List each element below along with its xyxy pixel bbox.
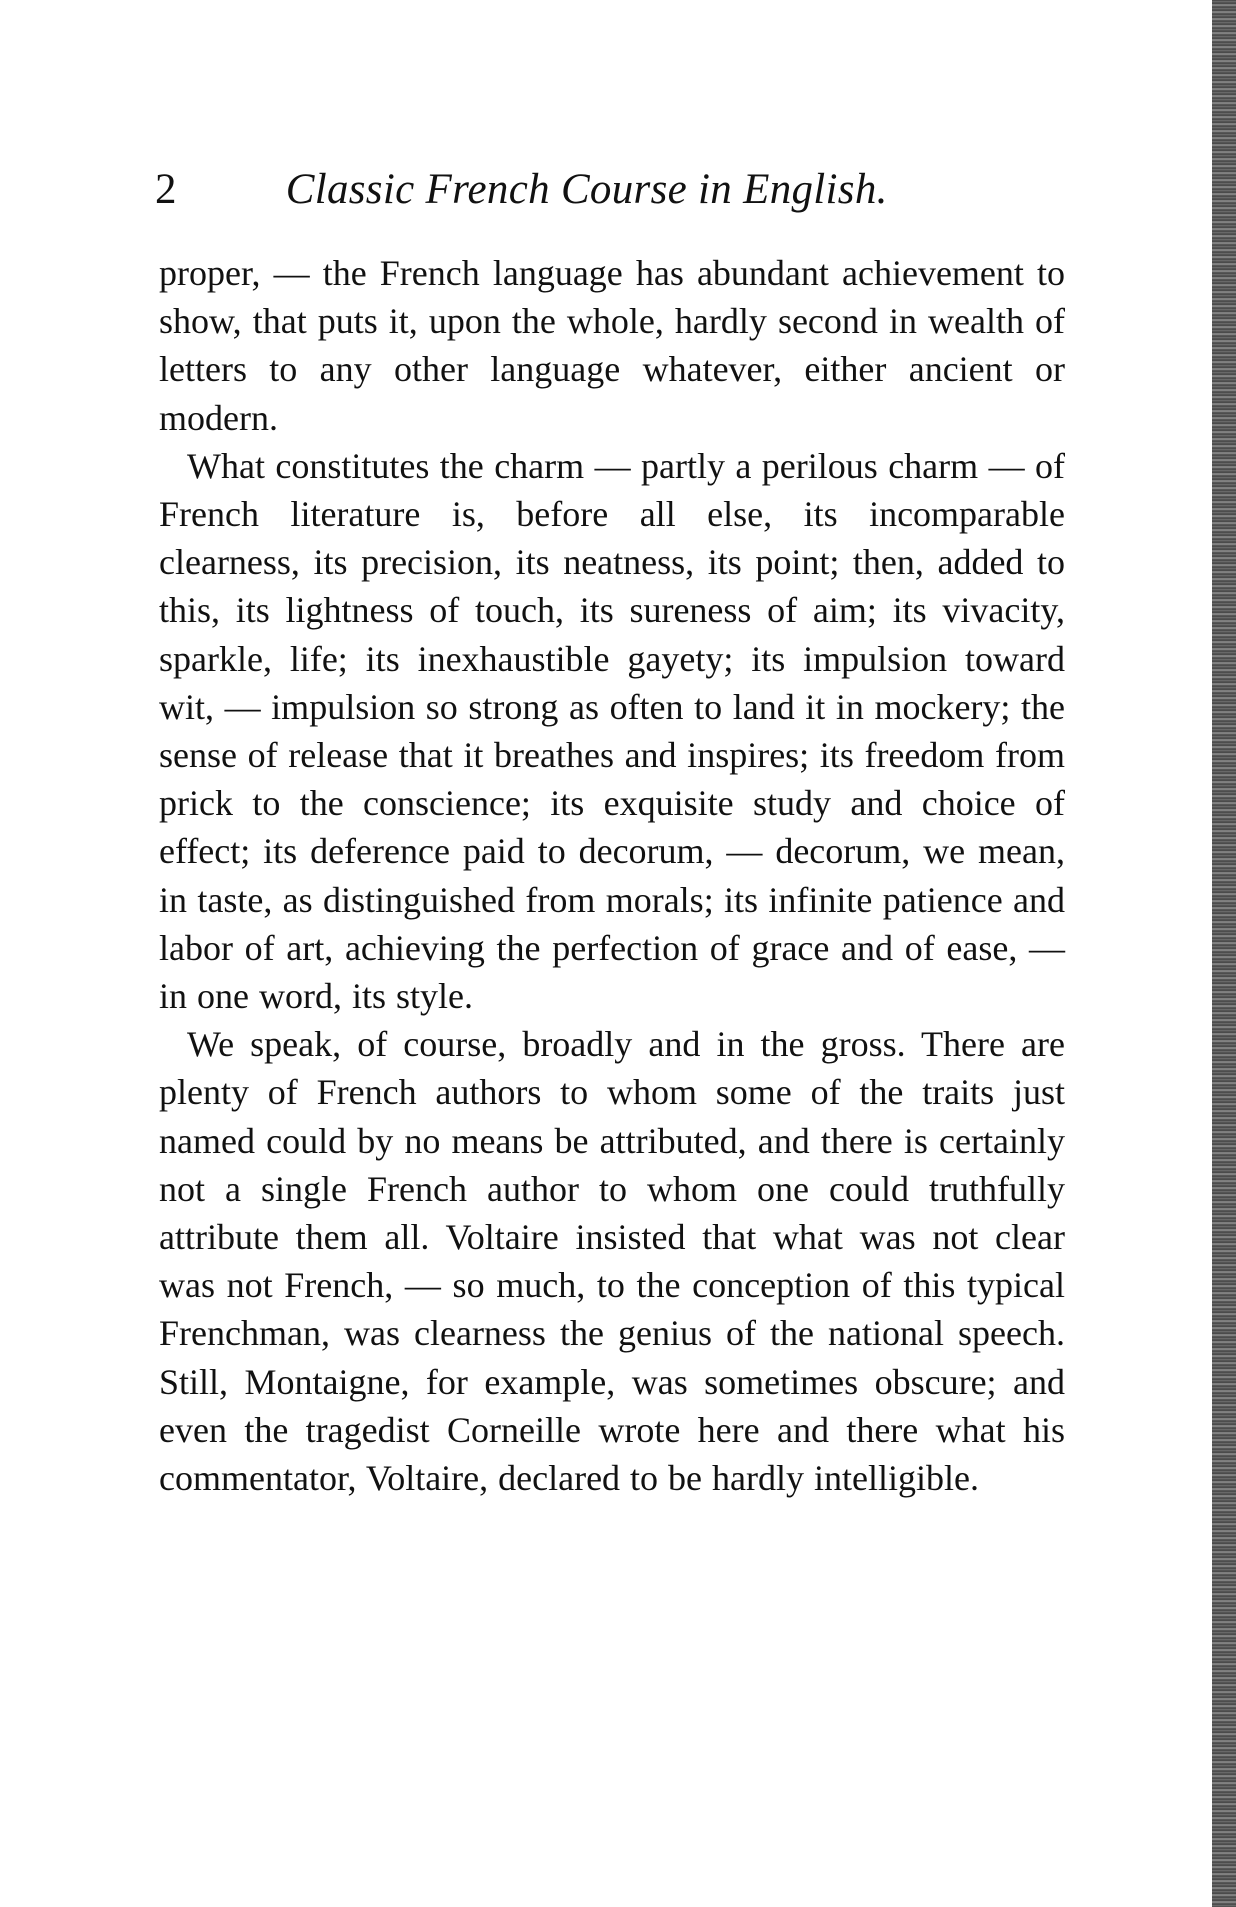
running-title: Classic French Course in English. (285, 166, 888, 213)
paragraph-charm-of-french-literature: What constitutes the charm — partly a perilous charm — of French literature is, before all else, its incomparable clearness, its precision, its neatness, its point; then, added to this, its lightness of touch, its sureness of aim; its vivacity, sparkle, life; its inexhaustible gayety; its impulsion toward wit, — impulsion so strong as often to land it in mockery; the sense of release that it breathes and inspires; its freedom from prick to the conscience; its exquisite study and choice of effect; its deference paid to decorum, — decorum, we mean, in taste, as distinguished from morals; its infinite patience and labor of art, achieving the perfection of grace and of ease, — in one word, its style. (159, 445, 1065, 1017)
page-spine-shadow (1212, 0, 1236, 1907)
running-header (155, 160, 1075, 220)
paragraph-continuation: proper, — the French language has abundant achievement to show, that puts it, upon the whole, hardly second in wealth of letters to any other language whatever, either ancient or modern. (159, 253, 1065, 438)
body-text (159, 249, 1065, 1502)
paragraph-broad-generalization: We speak, of course, broadly and in the gross. There are plenty of French authors to whom some of the traits just named could by no means be attributed, and there is certainly not a single French author to whom one could truthfully attribute them all. Voltaire insisted that what was not clear was not French, — so much, to the conception of this typical Frenchman, was clearness the genius of the national speech. Still, Montaigne, for example, was sometimes obscure; and even the tragedist Corneille wrote here and there what his commentator, Voltaire, declared to be hardly intelligible. (159, 1024, 1065, 1499)
page-number: 2 (155, 166, 177, 213)
